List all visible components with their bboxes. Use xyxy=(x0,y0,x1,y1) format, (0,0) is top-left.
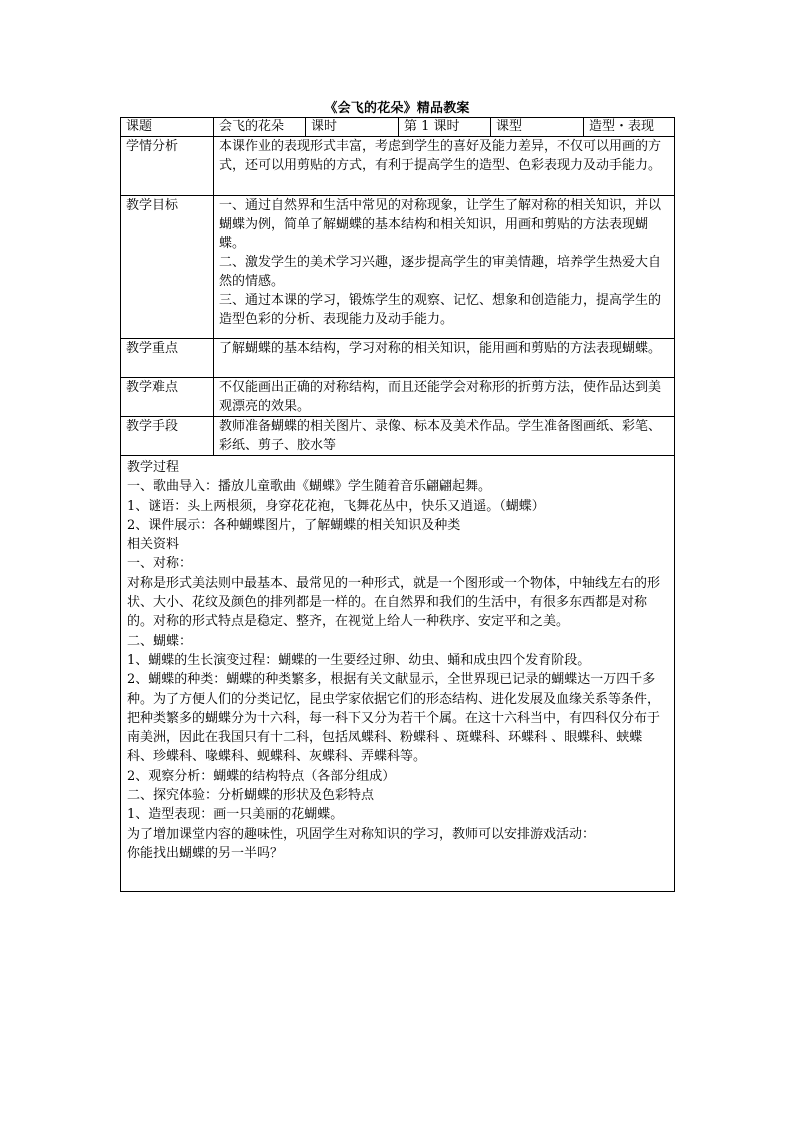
process-line: 1、造型表现：画一只美丽的花蝴蝶。 xyxy=(127,807,344,823)
label-period: 课时 xyxy=(306,118,399,137)
row-teaching-means xyxy=(121,417,675,456)
row-content: 本课作业的表现形式丰富，考虑到学生的喜好及能力差异，不仅可以用画的方式，还可以用剪贴的方式，有利于提高学生的造型、色彩表现力及动手能力。 xyxy=(214,137,675,196)
row-student-analysis xyxy=(121,137,675,196)
label-topic: 课题 xyxy=(121,118,214,137)
process-line: 教学过程 xyxy=(127,460,180,475)
process-line: 2、课件展示：各种蝴蝶图片，了解蝴蝶的相关知识及种类 xyxy=(127,517,461,533)
value-period: 第 1 课时 xyxy=(399,118,491,137)
process-line: 二、探究体验：分析蝴蝶的形状及色彩特点 xyxy=(127,788,375,804)
goal-paragraph: 三、通过本课的学习，锻炼学生的观察、记忆、想象和创造能力，提高学生的造型色彩的分析、表现能力及动手能力。 xyxy=(219,293,662,327)
row-teaching-process xyxy=(121,456,675,892)
value-topic: 会飞的花朵 xyxy=(214,118,306,137)
process-paragraph: 对称是形式美法则中最基本、最常见的一种形式，就是一个图形或一个物体，中轴线左右的形状、大小、花纹及颜色的排列都是一样的。在自然界和我们的生活中，有很多东西都是对称的。对称的形式特点是稳定、整齐，在视觉上给人一种秩序、安定平和之美。 xyxy=(127,575,661,630)
process-paragraph: 2、蝴蝶的种类：蝴蝶的种类繁多，根据有关文献显示，全世界现已记录的蝴蝶达一万四千多种。为了方便人们的分类记忆，昆虫学家依据它们的形态结构、进化发展及血缘关系等条件，把种类繁多的蝴蝶分为十六科，每一科下又分为若干个属。在这十六科当中，有四科仅分布于南美洲，因此在我国只有十二科，包括凤蝶科、粉蝶科 、斑蝶科、环蝶科 、眼蝶科、蛱蝶科、珍蝶科、喙蝶科、蚬蝶科、灰蝶科、弄蝶科等。 xyxy=(127,672,661,765)
row-key-points xyxy=(121,339,675,378)
process-cell xyxy=(121,456,675,892)
row-content xyxy=(214,196,675,339)
process-line: 相关资料 xyxy=(127,537,180,553)
row-content: 教师准备蝴蝶的相关图片、录像、标本及美术作品。学生准备图画纸、彩笔、彩纸、剪子、胶水等 xyxy=(214,417,675,456)
row-content: 不仅能画出正确的对称结构，而且还能学会对称形的折剪方法，使作品达到美观漂亮的效果。 xyxy=(214,378,675,417)
process-line: 为了增加课堂内容的趣味性，巩固学生对称知识的学习，教师可以安排游戏活动： xyxy=(127,826,596,842)
process-line: 你能找出蝴蝶的另一半吗？ xyxy=(127,845,284,861)
row-content: 了解蝴蝶的基本结构，学习对称的相关知识，能用画和剪贴的方法表现蝴蝶。 xyxy=(214,339,675,378)
header-row xyxy=(121,118,675,137)
row-teaching-goals xyxy=(121,196,675,339)
goal-paragraph: 二、激发学生的美术学习兴趣，逐步提高学生的审美情趣，培养学生热爱大自然的情感。 xyxy=(219,255,662,289)
row-label: 学情分析 xyxy=(121,137,214,196)
process-line: 一、对称： xyxy=(127,556,193,572)
lesson-plan-table xyxy=(120,117,675,892)
process-line: 2、观察分析：蝴蝶的结构特点（各部分组成） xyxy=(127,768,396,784)
document-title: 《会飞的花朵》精品教案 xyxy=(324,101,470,116)
row-label: 教学目标 xyxy=(121,196,214,339)
process-line: 1、谜语：头上两根须，身穿花花袍，飞舞花丛中，快乐又逍遥。（蝴蝶） xyxy=(127,498,545,514)
row-label: 教学重点 xyxy=(121,339,214,378)
process-line: 二、蝴蝶： xyxy=(127,633,193,649)
process-line: 一、歌曲导入：播放儿童歌曲《蝴蝶》学生随着音乐翩翩起舞。 xyxy=(127,479,492,495)
row-label: 教学难点 xyxy=(121,378,214,417)
value-type: 造型・表现 xyxy=(584,118,675,137)
label-type: 课型 xyxy=(491,118,584,137)
process-line: 1、蝴蝶的生长演变过程：蝴蝶的一生要经过卵、幼虫、蛹和成虫四个发育阶段。 xyxy=(127,652,591,668)
row-label: 教学手段 xyxy=(121,417,214,456)
goal-paragraph: 一、通过自然界和生活中常见的对称现象，让学生了解对称的相关知识，并以蝴蝶为例，简单了解蝴蝶的基本结构和相关知识，用画和剪贴的方法表现蝴蝶。 xyxy=(219,198,662,251)
row-difficulties xyxy=(121,378,675,417)
